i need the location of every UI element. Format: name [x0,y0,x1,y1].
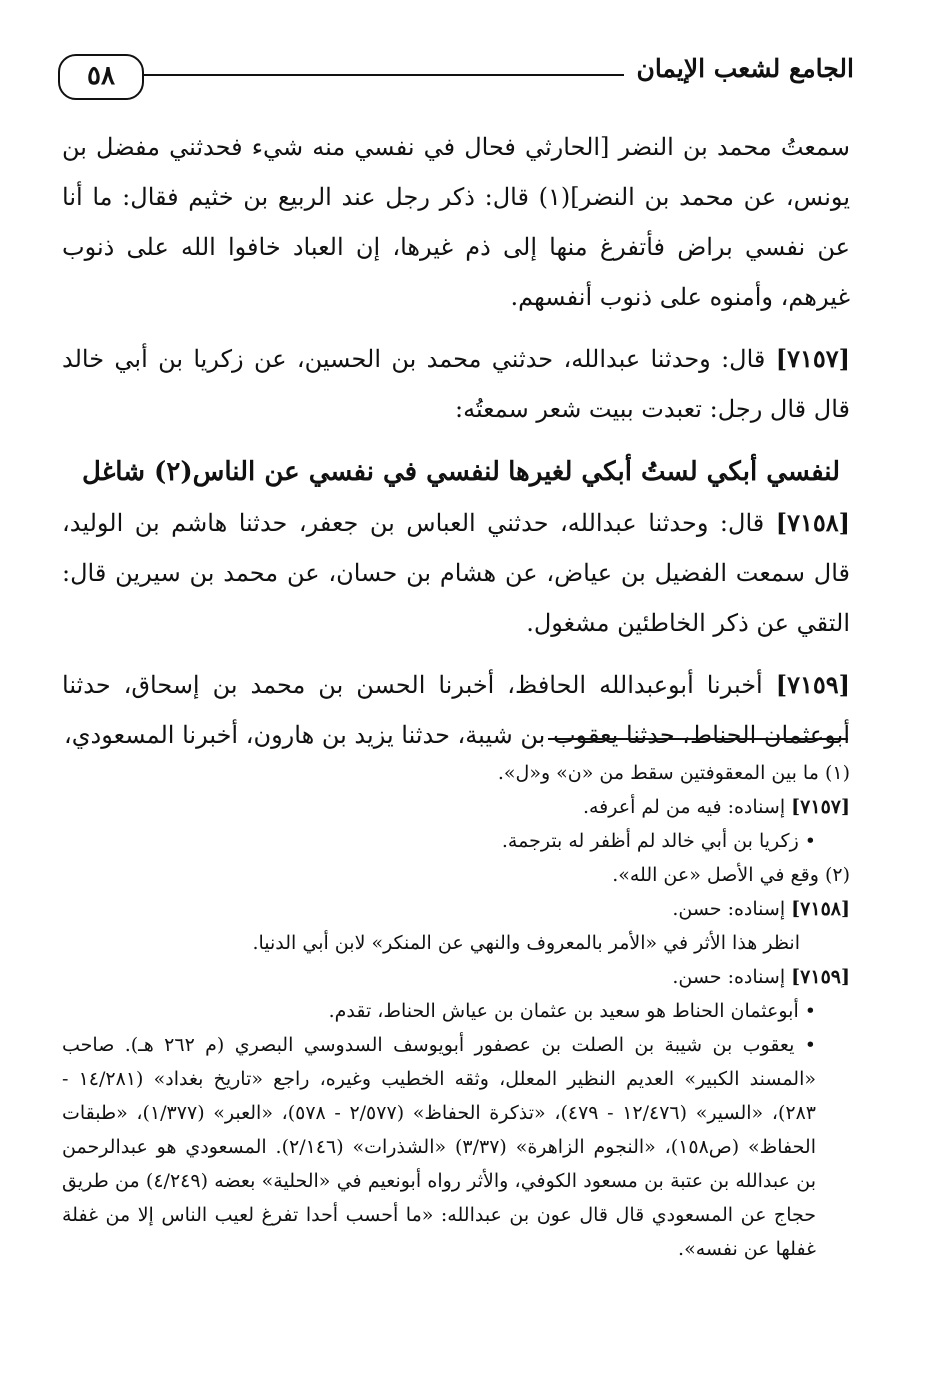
footnote-number: [٧١٥٩] [791,966,850,988]
footnotes [62,756,850,1266]
book-title: الجامع لشعب الإيمان [636,54,854,83]
paragraph-1: سمعتُ محمد بن النضر [الحارثي فحال في نفسي منه شيء فحدثني مفضل بن يونس، عن محمد بن النضر](١) قال: ذكر رجل عند الربيع بن خثيم فقال: ما أنا عن نفسي براض فأتفرغ منها إلى ذم غيرها، إن العباد خافوا الله على ذنوب غيرهم، وأمنوه على ذنوب أنفسهم. [62,133,850,311]
footnote-text: إسناده: فيه من لم أعرفه. [582,796,792,818]
hadith-text: أخبرنا أبوعبدالله الحافظ، أخبرنا الحسن بن محمد بن إسحاق، حدثنا أبوعثمان الحناط، حدثنا يعقوب بن شيبة، حدثنا يزيد بن هارون، أخبرنا المسعودي، [62,671,850,749]
hadith-number: [٧١٥٧] [775,344,850,373]
footnote-7158 [62,892,850,926]
poem-first-half: لنفسي أبكي لستُ أبكي لغيرها [508,457,840,487]
header-rule [144,74,624,76]
footnote-bullet: • زكريا بن أبي خالد لم أظفر له بترجمة. [501,830,816,852]
footnote-text: إسناده: حسن. [672,966,792,988]
footnote-text: إسناده: حسن. [672,898,792,920]
poem-verse [62,446,850,498]
hadith-7159 [62,660,850,760]
footnote-bullet: • يعقوب بن شيبة بن الصلت بن عصفور أبويوسف السدوسي البصري (م ٢٦٢ هـ). صاحب «المسند الكبير» العديم النظير المعلل، وثقه الخطيب وغيره، راجع «تاريخ بغداد» (١٤/٢٨١ - ٢٨٣)، «السير» (١٢/٤٧٦ - ٤٧٩)، «تذكرة الحفاظ» (٢/٥٧٧ - ٥٧٨)، «العبر» (١/٣٧٧)، «طبقات الحفاظ» (ص١٥٨)، «النجوم الزاهرة» (٣/٣٧) «الشذرات» (٢/١٤٦). المسعودي هو عبدالرحمن بن عبدالله بن عتبة بن مسعود الكوفي، والأثر رواه أبونعيم في «الحلية» بعضه (٤/٢٤٩) من طريق حجاج عن المسعودي قال قال عون بن عبدالله: «ما أحسب أحدا تفرغ لعيب الناس إلا من غفلة غفلها عن نفسه». [62,1034,817,1260]
hadith-number: [٧١٥٩] [775,670,850,699]
hadith-text: قال: وحدثنا عبدالله، حدثني العباس بن جعفر، حدثنا هاشم بن الوليد، قال سمعت الفضيل بن عياض، عن هشام بن حسان، عن محمد بن سيرين قال: التقي عن ذكر الخاطئين مشغول. [62,509,850,637]
footnote-note: انظر هذا الأثر في «الأمر بالمعروف والنهي عن المنكر» لابن أبي الدنيا. [252,932,800,954]
hadith-number: [٧١٥٨] [775,508,851,537]
footnote-number: [٧١٥٨] [791,898,850,920]
page-header [58,46,854,108]
footnote-bullet: • أبوعثمان الحناط هو سعيد بن عثمان بن عياش الحناط، تقدم. [328,1000,816,1022]
hadith-7158 [62,498,850,648]
poem-second-half: لنفسي في نفسي عن الناس(٢) شاغل [82,457,500,487]
footnote-separator [548,738,848,740]
hadith-text: قال: وحدثنا عبدالله، حدثني محمد بن الحسين، عن زكريا بن أبي خالد قال قال رجل: تعبدت ببيت شعر سمعتُه: [62,345,850,423]
footnote-number: [٧١٥٧] [791,796,850,818]
footnote-7157 [62,790,850,824]
footnote-1: (١) ما بين المعقوفتين سقط من «ن» و«ل». [497,762,850,784]
footnote-2: (٢) وقع في الأصل «عن الله». [612,864,850,886]
hadith-7157 [62,334,850,434]
page-number: ٥٨ [58,54,144,100]
footnote-7159 [62,960,850,994]
main-text [62,122,850,760]
